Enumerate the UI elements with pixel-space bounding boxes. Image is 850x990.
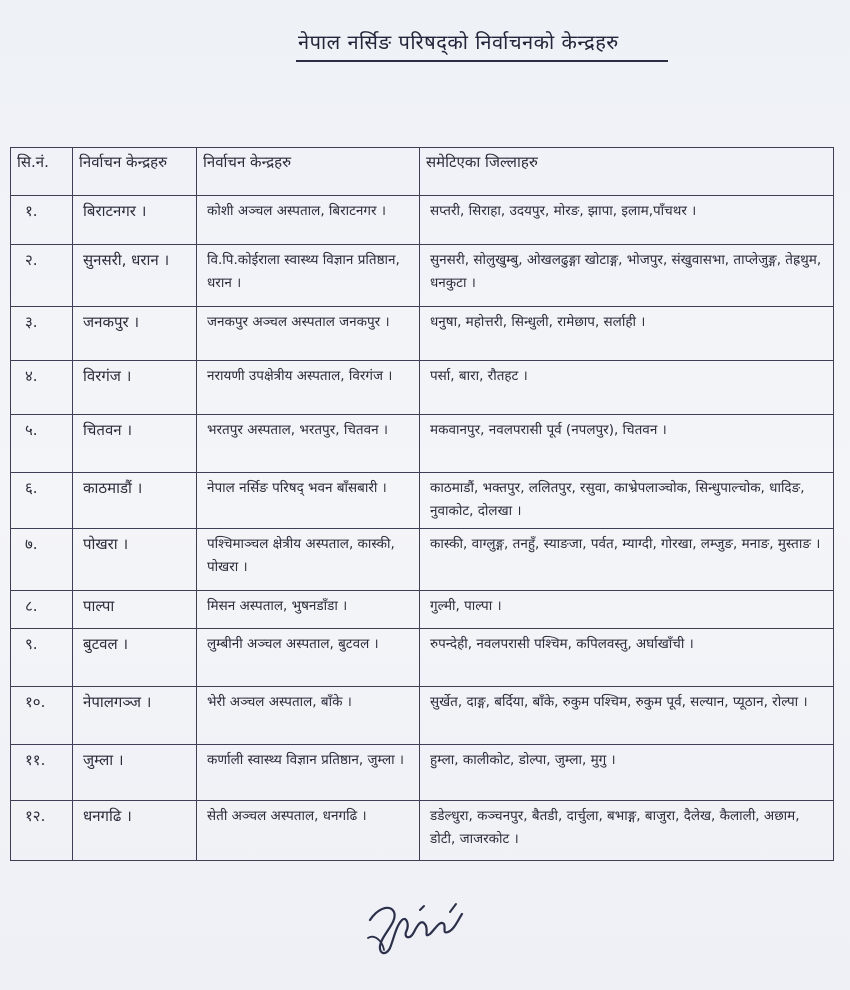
row-venue: भेरी अञ्चल अस्पताल, बाँके । [197,687,420,745]
row-sn: ७. [11,529,73,591]
table-row [11,591,834,629]
row-venue: पश्चिमाञ्चल क्षेत्रीय अस्पताल, कास्की, पोखरा । [197,529,420,591]
row-venue: लुम्बीनी अञ्चल अस्पताल, बुटवल । [197,629,420,687]
row-center: बुटवल । [73,629,197,687]
table-row [11,745,834,801]
header-sn: सि.नं. [11,148,73,196]
table-row [11,361,834,415]
row-center: पाल्पा [73,591,197,629]
table-row [11,687,834,745]
row-center: पोखरा । [73,529,197,591]
row-center: चितवन । [73,415,197,473]
row-venue: कोशी अञ्चल अस्पताल, बिराटनगर । [197,196,420,245]
row-districts: काठमाडौं, भक्तपुर, ललितपुर, रसुवा, काभ्रेपलाञ्चोक, सिन्धुपाल्चोक, धादिङ, नुवाकोट, दोलखा । [420,473,834,529]
table-row [11,629,834,687]
row-districts: कास्की, वाग्लुङ्ग, तनहुँ, स्याङजा, पर्वत, म्याग्दी, गोरखा, लम्जुङ, मनाङ, मुस्ताङ । [420,529,834,591]
header-venue: निर्वाचन केन्द्रहरु [197,148,420,196]
row-sn: १२. [11,801,73,861]
table-row [11,307,834,361]
row-center: विरगंज । [73,361,197,415]
row-districts: रुपन्देही, नवलपरासी पश्चिम, कपिलवस्तु, अर्घाखाँची । [420,629,834,687]
row-districts: मकवानपुर, नवलपरासी पूर्व (नपलपुर), चितवन । [420,415,834,473]
row-sn: ६. [11,473,73,529]
row-center: जुम्ला । [73,745,197,801]
document-title: नेपाल नर्सिङ परिषद्को निर्वाचनको केन्द्रहरु [298,30,619,54]
election-centers-table [10,147,834,861]
table-row [11,801,834,861]
row-districts: सप्तरी, सिराहा, उदयपुर, मोरङ, झापा, इलाम,पाँचथर । [420,196,834,245]
header-center: निर्वाचन केन्द्रहरु [73,148,197,196]
row-sn: २. [11,245,73,307]
row-sn: ५. [11,415,73,473]
title-underline [296,60,668,62]
row-center: बिराटनगर । [73,196,197,245]
row-districts: सुनसरी, सोलुखुम्बु, ओखलढुङ्गा खोटाङ्ग, भोजपुर, संखुवासभा, ताप्लेजुङ्ग, तेह्रथुम, धनकुटा । [420,245,834,307]
row-venue: जनकपुर अञ्चल अस्पताल जनकपुर । [197,307,420,361]
table-row [11,245,834,307]
row-center: काठमाडौं । [73,473,197,529]
row-sn: ८. [11,591,73,629]
signature-mark [360,890,470,960]
row-districts: धनुषा, महोत्तरी, सिन्धुली, रामेछाप, सर्लाही । [420,307,834,361]
table-row [11,529,834,591]
row-sn: ११. [11,745,73,801]
row-venue: नेपाल नर्सिङ परिषद् भवन बाँसबारी । [197,473,420,529]
row-venue: सेती अञ्चल अस्पताल, धनगढि । [197,801,420,861]
row-sn: ४. [11,361,73,415]
row-center: धनगढि । [73,801,197,861]
row-districts: डडेल्धुरा, कञ्चनपुर, बैतडी, दार्चुला, बभाङ्ग, बाजुरा, दैलेख, कैलाली, अछाम, डोटी, जाजरकोट । [420,801,834,861]
table-header-row [11,148,834,196]
header-districts: समेटिएका जिल्लाहरु [420,148,834,196]
row-sn: १०. [11,687,73,745]
row-districts: हुम्ला, कालीकोट, डोल्पा, जुम्ला, मुगु । [420,745,834,801]
row-districts: सुर्खेत, दाङ्ग, बर्दिया, बाँके, रुकुम पश्चिम, रुकुम पूर्व, सल्यान, प्यूठान, रोल्पा । [420,687,834,745]
row-districts: गुल्मी, पाल्पा । [420,591,834,629]
row-districts: पर्सा, बारा, रौतहट । [420,361,834,415]
row-center: नेपालगञ्ज । [73,687,197,745]
row-center: जनकपुर । [73,307,197,361]
table-row [11,473,834,529]
row-venue: नरायणी उपक्षेत्रीय अस्पताल, विरगंज । [197,361,420,415]
row-venue: वि.पि.कोईराला स्वास्थ्य विज्ञान प्रतिष्ठान, धरान । [197,245,420,307]
row-center: सुनसरी, धरान । [73,245,197,307]
table-row [11,415,834,473]
row-sn: १. [11,196,73,245]
row-venue: मिसन अस्पताल, भुषनडाँडा । [197,591,420,629]
row-venue: भरतपुर अस्पताल, भरतपुर, चितवन । [197,415,420,473]
row-sn: ९. [11,629,73,687]
row-sn: ३. [11,307,73,361]
table-row [11,196,834,245]
row-venue: कर्णाली स्वास्थ्य विज्ञान प्रतिष्ठान, जुम्ला । [197,745,420,801]
